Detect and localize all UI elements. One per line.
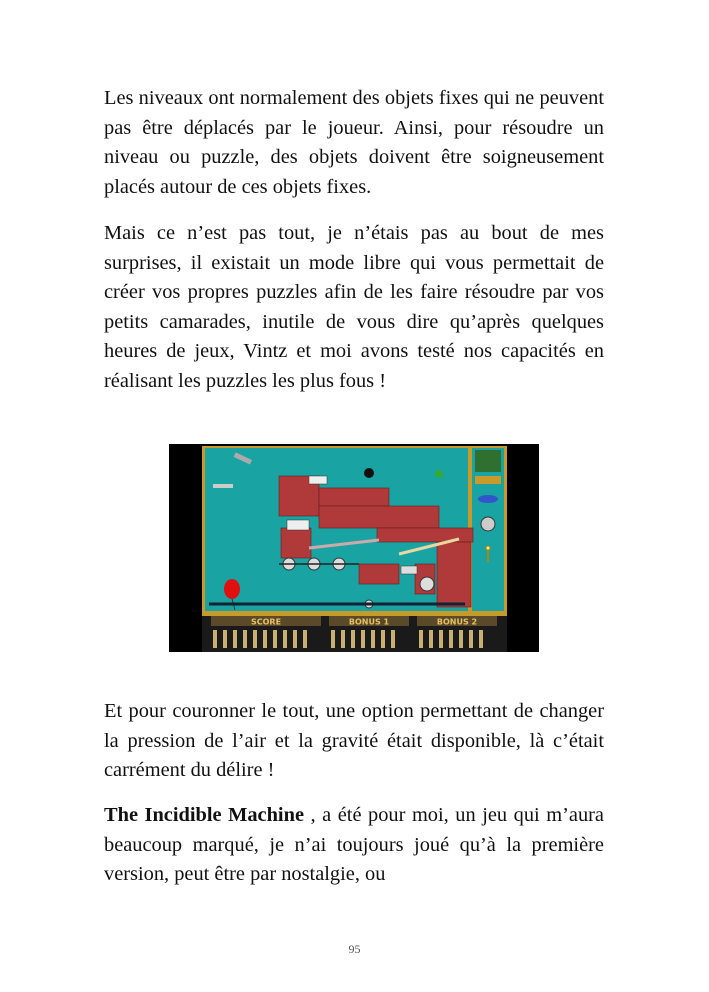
bonus2-label: BONUS 2	[436, 617, 478, 627]
paragraph-1: Les niveaux ont normalement des objets fixes qui ne peuvent pas être déplacés par le joueur. Ainsi, pour résoudre un niveau ou puzzle, des objets doivent être soigneusement placés autour de ces objets fixes.	[104, 87, 604, 198]
balloon-icon	[224, 579, 240, 599]
paragraph-3: Et pour couronner le tout, une option permettant de changer la pression de l’air et la gravité était disponible, là c’était carrément du délire !	[104, 700, 604, 782]
paragraph-4	[104, 801, 604, 890]
paragraph-4-text: , a été pour moi, un jeu qui m’aura beaucoup marqué, je n’ai toujours joué qu’à la première version, peut être par nostalgie, ou	[104, 804, 604, 886]
game-screenshot	[169, 444, 539, 652]
paragraph-2: Mais ce n’est pas tout, je n’étais pas au bout de mes surprises, il existait un mode libre qui vous permettait de créer vos propres puzzles afin de les faire résoudre par vos petits camarades, inutile de vous dire qu’après quelques heures de jeux, Vintz et moi avons testé nos capacités en réalisant les puzzles les plus fous !	[104, 222, 604, 392]
game-title: The Incidible Machine	[104, 804, 304, 826]
page-number: 95	[348, 942, 361, 956]
bonus1-label: BONUS 1	[348, 617, 390, 627]
score-label: SCORE	[250, 617, 282, 627]
